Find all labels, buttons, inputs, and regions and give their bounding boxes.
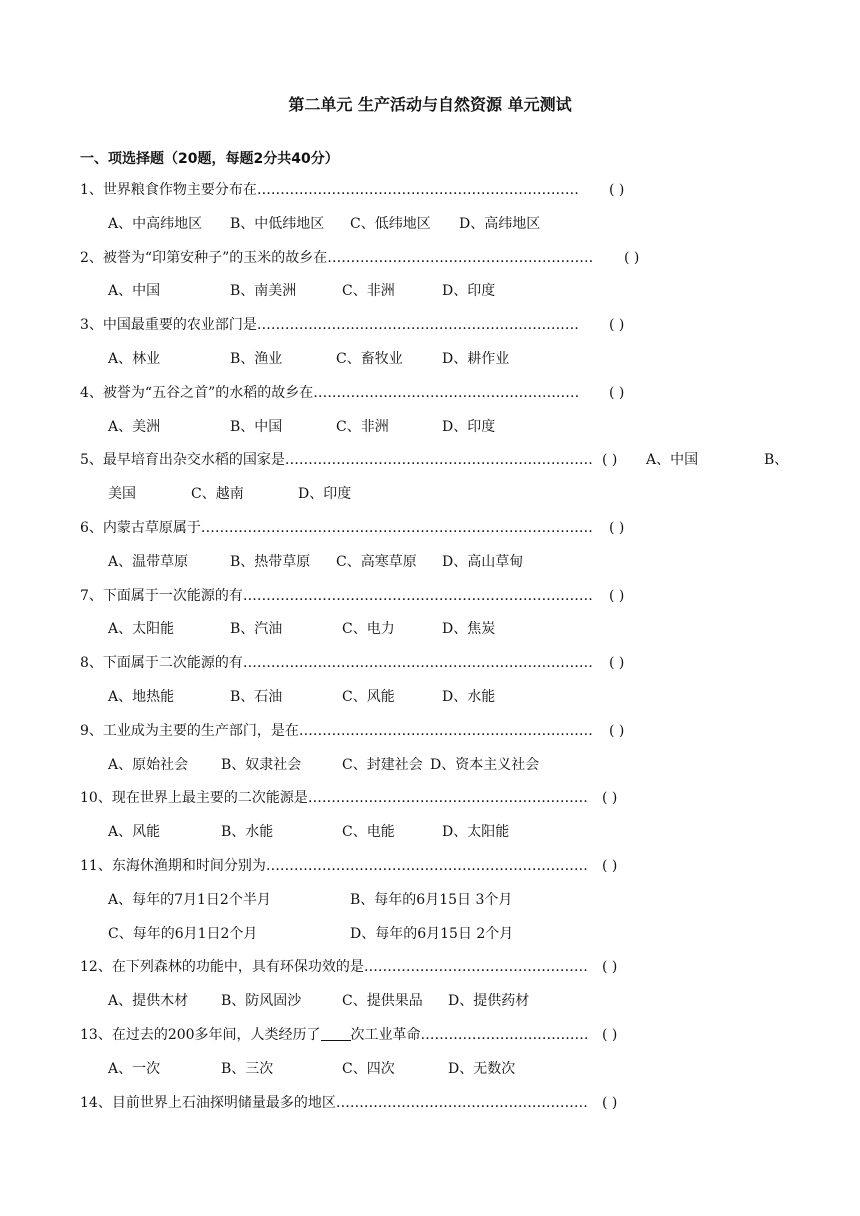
- question-2: [0, 242, 860, 276]
- option-b: B、每年的6月15日 3个月: [350, 891, 513, 908]
- answer-blank: ( ): [602, 959, 618, 976]
- option-b: B、三次: [221, 1060, 274, 1077]
- option-d: D、印度: [442, 283, 496, 300]
- option-c: C、风能: [342, 688, 395, 705]
- question-12: [0, 951, 860, 985]
- question-stem: 10、现在世界上最主要的二次能源是……………………………………………………: [80, 790, 588, 807]
- option-b: B、中国: [230, 418, 283, 435]
- answer-blank: ( ): [602, 452, 618, 469]
- option-c: C、高寒草原: [336, 553, 417, 570]
- option-b-prefix: B、: [764, 452, 789, 469]
- question-stem: 6、内蒙古草原属于…………………………………………………………………………: [80, 519, 593, 536]
- option-d: D、焦炭: [442, 621, 496, 638]
- option-c: C、低纬地区: [350, 215, 431, 232]
- option-a: A、地热能: [108, 688, 175, 705]
- option-c: C、四次: [342, 1060, 395, 1077]
- option-d: D、耕作业: [442, 350, 510, 367]
- option-a: A、美洲: [108, 418, 161, 435]
- option-a: A、太阳能: [108, 621, 175, 638]
- answer-blank: ( ): [624, 249, 640, 266]
- options-8: [0, 681, 860, 715]
- question-3: [0, 309, 860, 343]
- options-5: [0, 478, 860, 512]
- option-b: B、渔业: [230, 350, 283, 367]
- question-9: [0, 715, 860, 749]
- option-a: A、林业: [108, 350, 161, 367]
- option-d: D、高山草甸: [442, 553, 524, 570]
- answer-blank: ( ): [609, 655, 625, 672]
- question-list: [0, 174, 860, 1120]
- question-11: [0, 850, 860, 884]
- option-c: C、提供果品: [342, 993, 423, 1010]
- option-d: D、印度: [442, 418, 496, 435]
- option-c: C、每年的6月1日2个月: [108, 925, 258, 942]
- question-stem: 1、世界粮食作物主要分布在……………………………………………………………: [80, 182, 579, 198]
- answer-blank: ( ): [609, 519, 625, 536]
- question-stem: 12、在下列森林的功能中，具有环保功效的是…………………………………………: [80, 959, 588, 976]
- option-a: A、每年的7月1日2个半月: [108, 891, 271, 908]
- options-3: [0, 343, 860, 377]
- option-c: C、畜牧业: [336, 350, 403, 367]
- answer-blank: ( ): [602, 857, 618, 874]
- options-2: [0, 275, 860, 309]
- option-d: D、水能: [442, 688, 496, 705]
- answer-blank: ( ): [609, 317, 625, 334]
- option-c: C、越南: [191, 486, 244, 503]
- option-d: D、资本主义社会: [430, 756, 540, 773]
- question-stem: 4、被誉为“五谷之首”的水稻的故乡在…………………………………………………: [80, 384, 580, 401]
- option-d: D、每年的6月15日 2个月: [350, 925, 514, 942]
- question-stem: 14、目前世界上石油探明储量最多的地区………………………………………………: [80, 1094, 588, 1111]
- option-a: A、中高纬地区: [108, 215, 203, 232]
- question-stem: 9、工业成为主要的生产部门，是在………………………………………………………: [80, 722, 593, 739]
- question-14: [0, 1087, 860, 1121]
- option-d: D、无数次: [448, 1060, 516, 1077]
- option-b: B、石油: [230, 688, 283, 705]
- option-a: A、一次: [108, 1060, 161, 1077]
- options-11-ab: [0, 884, 860, 918]
- option-b: B、中低纬地区: [230, 215, 325, 232]
- question-7: [0, 580, 860, 614]
- option-c: C、电力: [342, 621, 395, 638]
- options-9: [0, 749, 860, 783]
- question-stem: 3、中国最重要的农业部门是……………………………………………………………: [80, 317, 579, 334]
- options-1: [0, 208, 860, 242]
- question-10: [0, 782, 860, 816]
- options-6: [0, 546, 860, 580]
- option-c: C、电能: [342, 824, 395, 841]
- option-a: A、中国: [646, 452, 699, 469]
- question-4: [0, 377, 860, 411]
- option-b: B、汽油: [230, 621, 283, 638]
- question-13: [0, 1019, 860, 1053]
- options-7: [0, 613, 860, 647]
- option-a: A、风能: [108, 824, 161, 841]
- option-d: D、提供药材: [448, 993, 530, 1010]
- page-title: 第二单元 生产活动与自然资源 单元测试: [288, 95, 572, 114]
- option-d: D、高纬地区: [459, 215, 541, 232]
- options-11-cd: [0, 918, 860, 952]
- options-4: [0, 411, 860, 445]
- option-b: B、南美洲: [230, 283, 297, 300]
- option-b: B、奴隶社会: [221, 756, 302, 773]
- option-a: A、提供木材: [108, 993, 189, 1010]
- option-b: B、防风固沙: [221, 993, 302, 1010]
- options-12: [0, 985, 860, 1019]
- question-stem: 11、东海休渔期和时间分别为……………………………………………………………: [80, 857, 588, 874]
- option-c: C、非洲: [336, 418, 389, 435]
- question-1: [0, 174, 860, 208]
- answer-blank: ( ): [609, 182, 625, 198]
- question-8: [0, 647, 860, 681]
- question-5: [0, 444, 860, 478]
- option-d: D、太阳能: [442, 824, 510, 841]
- option-d: D、印度: [298, 486, 352, 503]
- answer-blank: ( ): [609, 587, 625, 604]
- option-a: A、原始社会: [108, 756, 189, 773]
- option-b: B、水能: [221, 824, 274, 841]
- option-b: B、热带草原: [230, 553, 311, 570]
- option-a: A、温带草原: [108, 553, 189, 570]
- question-stem: 5、最早培育出杂交水稻的国家是…………………………………………………………: [80, 452, 593, 469]
- question-stem: 8、下面属于二次能源的有…………………………………………………………………: [80, 655, 593, 672]
- fill-in-blank: [321, 1024, 351, 1041]
- question-stem-start: 13、在过去的200多年间，人类经历了: [80, 1026, 321, 1043]
- option-c: C、非洲: [342, 283, 395, 300]
- answer-blank: ( ): [602, 1094, 618, 1111]
- option-a: A、中国: [108, 283, 161, 300]
- question-stem-end: 次工业革命………………………………: [350, 1026, 589, 1043]
- option-b-rest: 美国: [108, 486, 136, 503]
- question-stem: 2、被誉为“印第安种子”的玉米的故乡在…………………………………………………: [80, 249, 594, 266]
- answer-blank: ( ): [609, 384, 625, 401]
- option-c: C、封建社会: [342, 756, 423, 773]
- question-stem: 7、下面属于一次能源的有…………………………………………………………………: [80, 587, 593, 604]
- options-13: [0, 1053, 860, 1087]
- answer-blank: ( ): [602, 1026, 618, 1043]
- question-6: [0, 512, 860, 546]
- options-10: [0, 816, 860, 850]
- section-heading: 一、项选择题（20题，每题2分共40分）: [80, 151, 339, 167]
- answer-blank: ( ): [609, 722, 625, 739]
- answer-blank: ( ): [602, 790, 618, 807]
